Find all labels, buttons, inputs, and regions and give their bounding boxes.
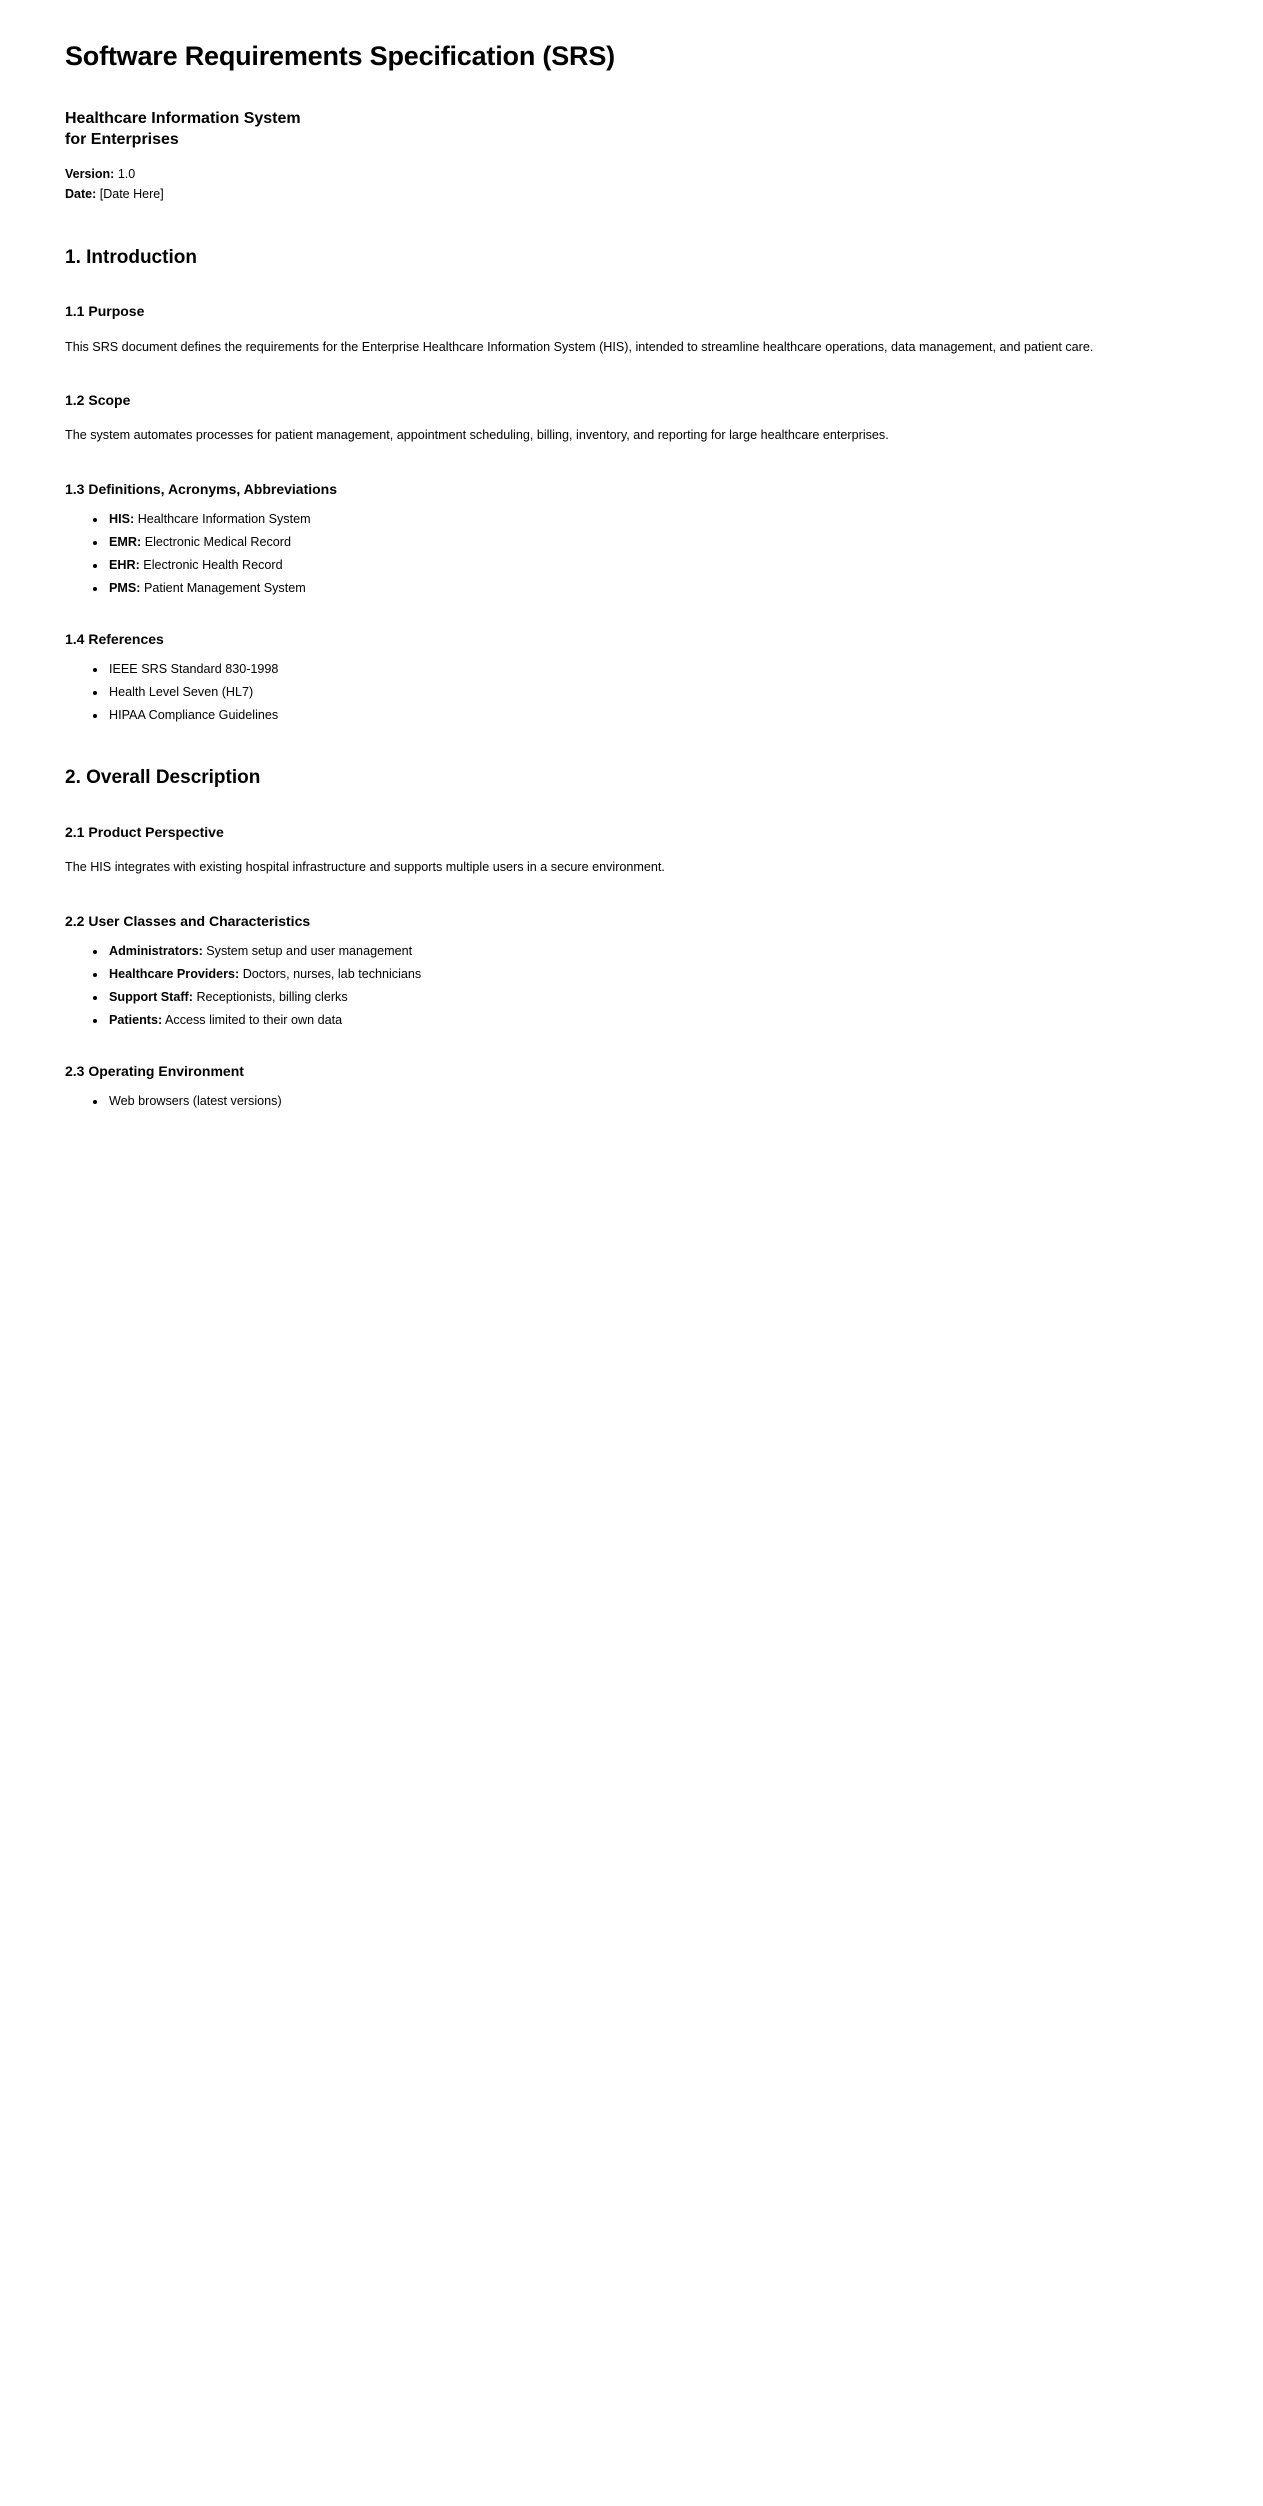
date-line <box>65 186 1198 204</box>
subsection-heading-2-2-user-classes-and-characteristics: 2.2 User Classes and Characteristics <box>65 912 311 929</box>
date-value: [Date Here] <box>99 187 164 202</box>
list-item-text: Health Level Seven (HL7) <box>109 684 254 699</box>
list-item-text: HIPAA Compliance Guidelines <box>109 707 279 722</box>
paragraph-1-2-scope: The system automates processes for patient management, appointment scheduling, billing, inventory, and reporting for large healthcare enterprises. <box>65 428 889 443</box>
list-1-4-references <box>65 661 1198 725</box>
section-heading-2-overall-description: 2. Overall Description <box>65 767 261 789</box>
list-item-term: Patients: <box>109 1012 163 1027</box>
version-value: 1.0 <box>117 167 136 182</box>
list-item-text: Access limited to their own data <box>165 1012 343 1027</box>
list-item-text: Web browsers (latest versions) <box>109 1093 282 1108</box>
list-item-term: HIS: <box>109 512 135 527</box>
version-line <box>65 166 1198 184</box>
subsection-heading-2-1-product-perspective: 2.1 Product Perspective <box>65 824 224 841</box>
list-item <box>107 1012 1198 1030</box>
document-subtitle-line-1: Healthcare Information System <box>65 109 301 127</box>
list-item <box>107 943 1198 961</box>
list-item-text: Electronic Health Record <box>143 557 283 572</box>
list-2-3-operating-environment <box>65 1093 1198 1111</box>
section-heading-1-introduction: 1. Introduction <box>65 246 197 268</box>
date-label: Date: <box>65 187 97 202</box>
list-item <box>107 1093 1198 1111</box>
subsection-heading-2-3-operating-environment: 2.3 Operating Environment <box>65 1062 244 1079</box>
list-item-text: Patient Management System <box>143 580 306 595</box>
list-item-text: System setup and user management <box>206 944 413 959</box>
subsection-heading-1-4-references: 1.4 References <box>65 630 164 647</box>
list-item <box>107 989 1198 1007</box>
paragraph-2-1-product-perspective: The HIS integrates with existing hospital infrastructure and supports multiple users in a secure environment. <box>65 860 665 875</box>
list-item-term: Support Staff: <box>109 989 193 1004</box>
list-item-text: Healthcare Information System <box>137 512 311 527</box>
document-subtitle <box>65 108 1198 151</box>
document-subtitle-line-2: for Enterprises <box>65 131 179 149</box>
list-item <box>107 966 1198 984</box>
subsection-heading-1-1-purpose: 1.1 Purpose <box>65 303 145 320</box>
subsection-heading-1-3-definitions-acronyms-abbreviations: 1.3 Definitions, Acronyms, Abbreviations <box>65 480 338 497</box>
list-item-term: Administrators: <box>109 944 203 959</box>
list-item <box>107 580 1198 598</box>
list-item <box>107 511 1198 529</box>
list-item-text: Receptionists, billing clerks <box>196 989 348 1004</box>
list-item <box>107 534 1198 552</box>
list-2-2-user-classes-and-characteristics <box>65 943 1198 1030</box>
list-item-term: EMR: <box>109 535 142 549</box>
list-item-term: PMS: <box>109 580 141 595</box>
list-item-text: Electronic Medical Record <box>144 535 291 549</box>
document-title: Software Requirements Specification (SRS) <box>65 41 615 71</box>
document-body <box>65 246 1198 1111</box>
list-item <box>107 684 1198 702</box>
document-page <box>0 0 1263 1176</box>
list-item-term: Healthcare Providers: <box>109 966 240 981</box>
version-label: Version: <box>65 167 115 182</box>
list-item <box>107 707 1198 725</box>
list-item-term: EHR: <box>109 557 140 572</box>
list-item <box>107 661 1198 679</box>
list-item-text: Doctors, nurses, lab technicians <box>242 966 422 981</box>
subsection-heading-1-2-scope: 1.2 Scope <box>65 392 131 409</box>
paragraph-1-1-purpose: This SRS document defines the requirements for the Enterprise Healthcare Information System (HIS), intended to streamline healthcare operations, data management, and patient care. <box>65 339 1094 354</box>
list-item <box>107 557 1198 575</box>
list-1-3-definitions-acronyms-abbreviations <box>65 511 1198 598</box>
list-item-text: IEEE SRS Standard 830-1998 <box>109 661 279 676</box>
